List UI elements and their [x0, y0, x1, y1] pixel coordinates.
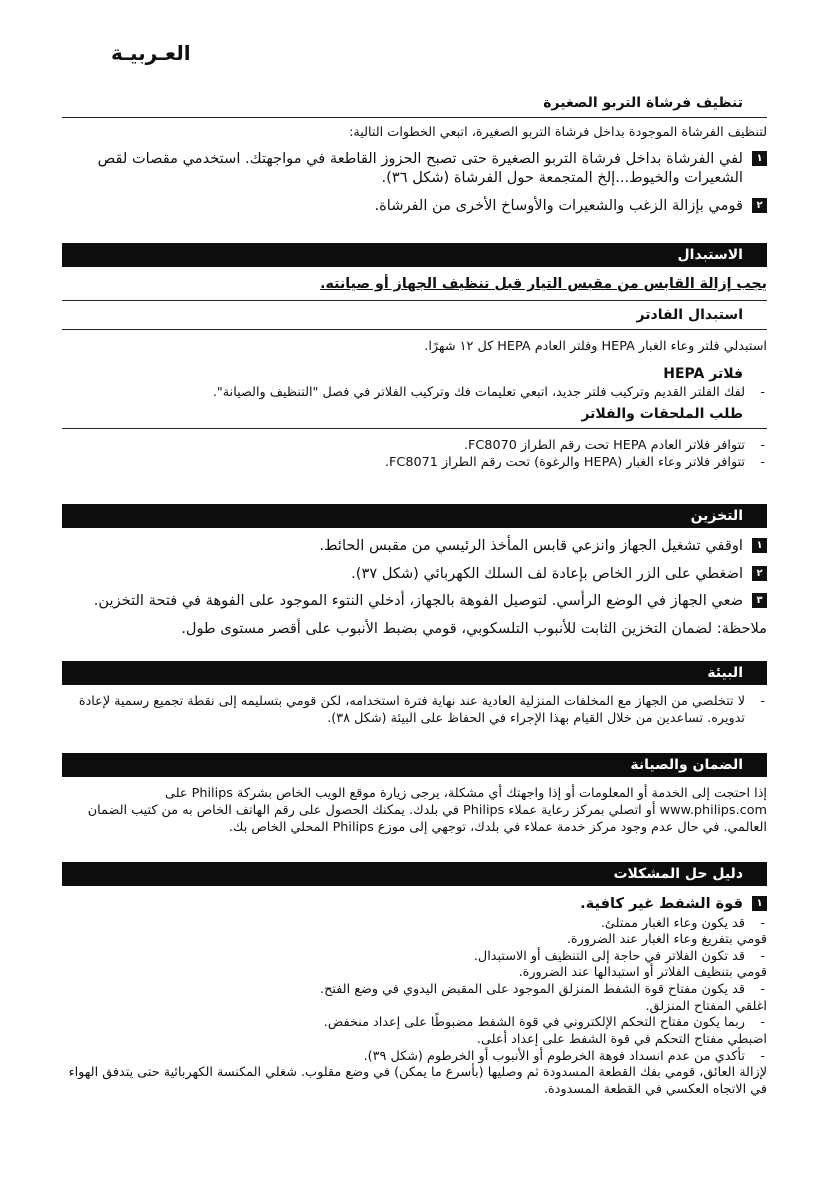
section-environment [62, 661, 767, 727]
section-title: التخزين [62, 504, 767, 528]
list-item: - لفك الفلتر القديم وتركيب فلتر جديد، اتبعي تعليمات فك وتركيب الفلاتر في فصل "التنظيف والصيانة". [62, 384, 767, 401]
section-troubleshooting [62, 862, 767, 1098]
replacement-warning: يجب إزالة القابس من مقبس التيار قبل تنظيف الجهاز أو صيانته. [320, 276, 767, 292]
step-number: ٢ [752, 198, 767, 213]
step-number: ٢ [752, 566, 767, 581]
subsection-title: استبدال الفادتر [62, 300, 767, 330]
cause-line: - قد يكون مفتاح قوة الشفط المنزلق الموجود على المقبض اليدوي في وضع الفتح. [62, 982, 767, 999]
solution-line: اضبطي مفتاح التحكم في قوة الشفط على إعداد أعلى. [476, 1031, 767, 1047]
cause-line: - تأكدي من عدم انسداد فوهة الخرطوم أو الأنبوب أو الخرطوم (شكل ٣٩). [62, 1049, 767, 1066]
storage-note: ملاحظة: لضمان التخزين الثابت للأنبوب التلسكوبي، قومي بضبط الأنبوب على أقصر مستوى طول. [181, 619, 767, 637]
section-intro: لتنظيف الفرشاة الموجودة بداخل فرشاة التربو الصغيرة، اتبعي الخطوات التالية: [349, 124, 767, 140]
cause-line: - ربما يكون مفتاح التحكم الإلكتروني في قوة الشفط مضبوطًا على إعداد منخفض. [62, 1015, 767, 1032]
step-item [62, 196, 767, 216]
section-title: دليل حل المشكلات [62, 862, 767, 886]
list-item: - تتوافر فلاتر وعاء الغبار (HEPA والرغوة) تحت رقم الطراز FC8071. [62, 454, 767, 471]
solution-line: لإزالة العائق، قومي بفك القطعة المسدودة ثم وصليها (بأسرع ما يمكن) في وضع مقلوب. شغلي المكنسة الكهربائية حتى يتدفق الهواء في الاتجاه العكسي في القطعة المسدودة. [68, 1065, 767, 1097]
step-item [62, 591, 767, 611]
step-text: اضغطي على الزر الخاص بإعادة لف السلك الكهربائي (شكل ٣٧). [351, 564, 743, 582]
solution-line: قومي بتنظيف الفلاتر أو استبدالها عند الضرورة. [518, 965, 767, 981]
section-storage [62, 504, 767, 638]
step-number: ٣ [752, 593, 767, 608]
guarantee-text: إذا احتجت إلى الخدمة أو المعلومات أو إذا واجهتك أي مشكلة، يرجى زيارة موقع الويب الخاص بشركة Philips على www.philips.com أو اتصلي بمركز رعاية عملاء Philips في بلدك. يمكنك الحصول على رقم الهاتف الخاص به من كتيب الضمان العالمي. في حال عدم وجود مركز خدمة عملاء في بلدك، توجهي إلى موزع Philips المحلي الخاص بك. [87, 786, 767, 836]
step-item [62, 536, 767, 556]
step-item [62, 564, 767, 584]
problem-text: قوة الشفط غير كافية. [580, 895, 743, 912]
section-replacement [62, 243, 767, 471]
step-number: ١ [752, 896, 767, 911]
subsection-title: فلاتر HEPA [663, 365, 743, 382]
step-item [62, 149, 767, 188]
cause-line: - قد تكون الفلاتر في حاجة إلى التنظيف أو الاستبدال. [62, 949, 767, 966]
solution-line: قومي بتفريغ وعاء الغبار عند الضرورة. [566, 932, 767, 948]
solution-line: اغلقي المفتاح المنزلق. [645, 998, 767, 1014]
section-guarantee [62, 753, 767, 836]
step-text: لفي الفرشاة بداخل فرشاة التربو الصغيرة حتى تصبح الحزوز القاطعة في مواجهتك. استخدمي مقصات لقص الشعيرات والخيوط...إلخ المتجمعة حول الفرشاة (شكل ٣٦). [97, 149, 743, 187]
list-item: - لا تتخلصي من الجهاز مع المخلفات المنزلية العادية عند نهاية فترة استخدامه، لكن قومي بتسليمه إلى نقطة تجميع رسمية لإعادة تدويره. تساعدين من خلال القيام بهذا الإجراء في الحفاظ على البيئة (شكل ٣٨). [62, 693, 767, 727]
list-item: - تتوافر فلاتر العادم HEPA تحت رقم الطراز FC8070. [62, 437, 767, 454]
problem-item [62, 894, 767, 914]
step-number: ١ [752, 151, 767, 166]
step-text: قومي بإزالة الزغب والشعيرات والأوساخ الأخرى من الفرشاة. [374, 196, 743, 214]
language-label: العـربيـة [111, 41, 191, 65]
section-title: تنظيف فرشاة التربو الصغيرة [62, 94, 767, 118]
subsection-title: طلب الملحقات والفلاتر [62, 405, 767, 429]
step-text: ضعي الجهاز في الوضع الرأسي. لتوصيل الفوهة بالجهاز، أدخلي النتوء الموجود على الفوهة في فتحة التخزين. [93, 592, 743, 610]
section-turbo-brush [62, 94, 767, 216]
section-title: الضمان والصيانة [62, 753, 767, 777]
filter-replacement-text: استبدلي فلتر وعاء الغبار HEPA وفلتر العادم HEPA كل ١٢ شهرًا. [424, 338, 767, 354]
cause-line: - قد يكون وعاء الغبار ممتلئ. [62, 916, 767, 933]
section-title: البيئة [62, 661, 767, 685]
step-text: اوقفي تشغيل الجهاز وانزعي قابس المأخذ الرئيسي من مقبس الحائط. [319, 537, 743, 554]
section-title: الاستبدال [62, 243, 767, 267]
troubleshooting-lines [62, 916, 767, 1099]
step-number: ١ [752, 538, 767, 553]
